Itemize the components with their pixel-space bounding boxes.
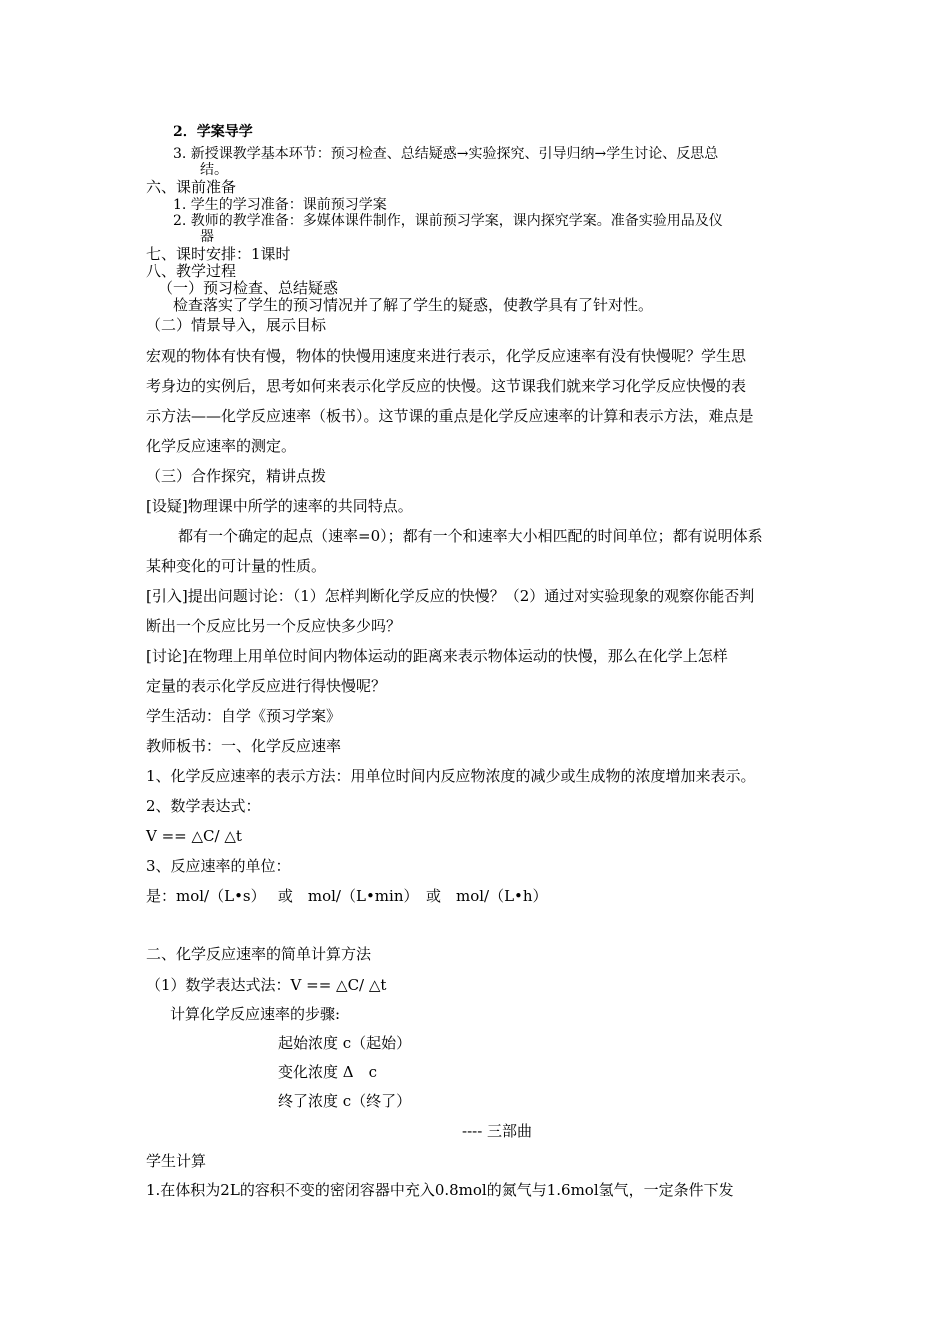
- discussion-line: [讨论]在物理上用单位时间内物体运动的距离来表示物体运动的快慢，那么在化学上怎样: [146, 647, 728, 665]
- item-teacher-prep-cont: 器: [200, 229, 214, 245]
- paragraph-intro-line: 考身边的实例后，思考如何来表示化学反应的快慢。这节课我们就来学习化学反应快慢的表: [146, 377, 747, 395]
- step-change: 变化浓度 Δ c: [278, 1063, 378, 1081]
- introduce-line: 断出一个反应比另一个反应快多少吗？: [146, 617, 402, 635]
- step-initial: 起始浓度 c（起始）: [278, 1034, 412, 1052]
- unit-heading: 3、反应速率的单位：: [146, 857, 291, 875]
- definition-line: 1、化学反应速率的表示方法：用单位时间内反应物浓度的减少或生成物的浓度增加来表示。: [146, 767, 756, 785]
- formula-line: V == △C/ △t: [146, 827, 242, 845]
- question-line: [设疑]物理课中所学的速率的共同特点。: [146, 497, 413, 515]
- board-heading: 教师板书：一、化学反应速率: [146, 737, 342, 755]
- calculation-heading: 二、化学反应速率的简单计算方法: [146, 945, 372, 963]
- section-heading-schedule: 七、课时安排：1课时: [146, 245, 291, 263]
- paragraph-preview-check: 检查落实了学生的预习情况并了解了学生的疑惑，使教学具有了针对性。: [173, 296, 654, 314]
- item-basic-steps: 3. 新授课教学基本环节：预习检查、总结疑惑→实验探究、引导归纳→学生讨论、反思总: [173, 146, 719, 162]
- expression-heading: 2、数学表达式：: [146, 797, 261, 815]
- discussion-line: 定量的表示化学反应进行得快慢呢？: [146, 677, 387, 695]
- item-student-prep: 1. 学生的学习准备：课前预习学案: [173, 197, 387, 213]
- paragraph-intro-line: 化学反应速率的测定。: [146, 437, 297, 455]
- paragraph-intro-line: 宏观的物体有快有慢，物体的快慢用速度来进行表示，化学反应速率有没有快慢呢？学生思: [146, 347, 747, 365]
- subsection-scene-intro: （二）情景导入，展示目标: [146, 316, 327, 334]
- item-teacher-prep: 2. 教师的教学准备：多媒体课件制作，课前预习学案，课内探究学案。准备实验用品及仪: [173, 213, 723, 229]
- unit-line: 是：mol/（L•s） 或 mol/（L•min） 或 mol/（L•h）: [146, 887, 548, 905]
- subsection-cooperative-inquiry: （三）合作探究，精讲点拨: [146, 467, 327, 485]
- section-heading-process: 八、教学过程: [146, 262, 237, 280]
- student-calculation-heading: 学生计算: [146, 1152, 207, 1170]
- answer-line: 某种变化的可计量的性质。: [146, 557, 327, 575]
- section-heading-preparation: 六、课前准备: [146, 178, 237, 196]
- step-final: 终了浓度 c（终了）: [278, 1092, 412, 1110]
- formula-method-line: （1）数学表达式法：V == △C/ △t: [146, 976, 387, 994]
- trilogy-label: ---- 三部曲: [462, 1122, 533, 1140]
- paragraph-intro-line: 示方法——化学反应速率（板书）。这节课的重点是化学反应速率的计算和表示方法，难点是: [146, 407, 754, 425]
- item-basic-steps-cont: 结。: [200, 162, 228, 178]
- exercise-line: 1.在体积为2L的容积不变的密闭容器中充入0.8mol的氮气与1.6mol氢气，一定条件下发: [146, 1181, 734, 1199]
- answer-line: 都有一个确定的起点（速率=0）；都有一个和速率大小相匹配的时间单位；都有说明体系: [178, 527, 763, 545]
- subsection-preview-check: （一）预习检查、总结疑惑: [158, 279, 339, 297]
- item-study-guide: 2．学案导学: [173, 124, 253, 140]
- introduce-line: [引入]提出问题讨论：（1）怎样判断化学反应的快慢？（2）通过对实验现象的观察你能否判: [146, 587, 755, 605]
- student-activity-line: 学生活动：自学《预习学案》: [146, 707, 342, 725]
- steps-heading: 计算化学反应速率的步骤:: [170, 1005, 341, 1023]
